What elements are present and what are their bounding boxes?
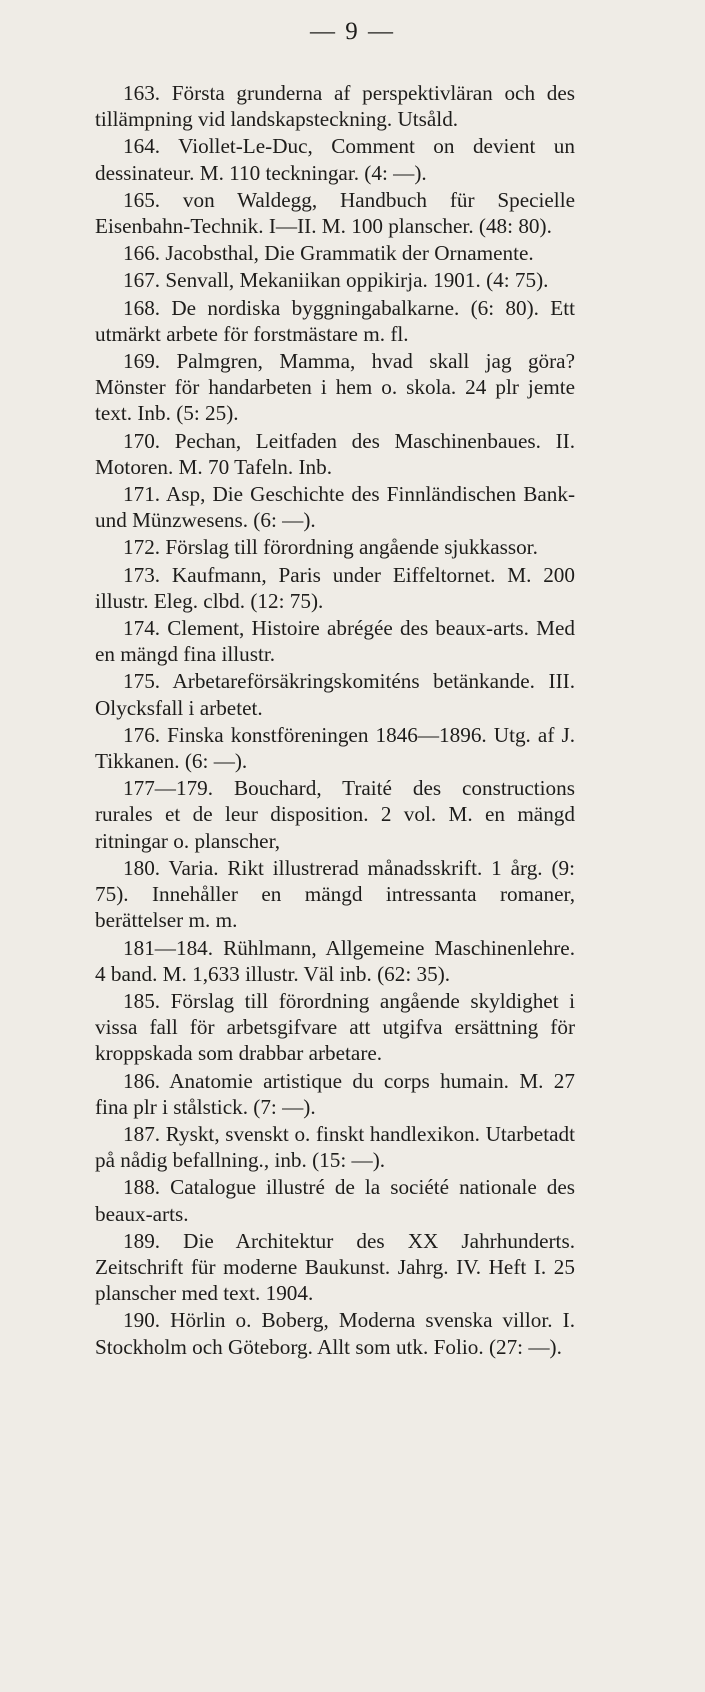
entry-175: 175. Arbetareförsäkringskomiténs betänkande. III. Olycksfall i arbetet. [95, 669, 575, 720]
entry-172: 172. Förslag till förordning angående sjukkassor. [123, 535, 538, 560]
entry-181-184: 181—184. Rühlmann, Allgemeine Maschinenlehre. 4 band. M. 1,633 illustr. Väl inb. (62: 35). [95, 935, 575, 986]
entry-165: 165. von Waldegg, Handbuch für Specielle Eisenbahn-Technik. I—II. M. 100 planscher. (48: 80). [95, 187, 575, 239]
entry-186: 186. Anatomie artistique du corps humain. M. 27 fina plr i stålstick. (7: —). [95, 1068, 575, 1119]
entry-168: 168. De nordiska byggningabalkarne. (6: 80). Ett utmärkt arbete för forstmästare m. fl. [95, 295, 575, 346]
entry-166: 166. Jacobsthal, Die Grammatik der Ornamente. [123, 241, 534, 266]
entry-176: 176. Finska konstföreningen 1846—1896. Utg. af J. Tikkanen. (6: —). [95, 722, 575, 774]
entry-189: 189. Die Architektur des XX Jahrhunderts. Zeitschrift für moderne Baukunst. Jahrg. IV. Heft I. 25 planscher med text. 1904. [95, 1228, 575, 1306]
entry-164: 164. Viollet-Le-Duc, Comment on devient un dessinateur. M. 110 teckningar. (4: —). [95, 134, 575, 185]
entry-177-179: 177—179. Bouchard, Traité des constructions rurales et de leur disposition. 2 vol. M. en mängd ritningar o. planscher, [95, 776, 575, 853]
entry-163: 163. Första grunderna af perspektivläran och des tillämpning vid landskapsteckning. Utsåld. [95, 81, 575, 132]
entry-188: 188. Catalogue illustré de la société nationale des beaux-arts. [95, 1175, 575, 1226]
entry-173: 173. Kaufmann, Paris under Eiffeltornet. M. 200 illustr. Eleg. clbd. (12: 75). [95, 562, 575, 613]
page-number: — 9 — [310, 18, 395, 45]
entry-180: 180. Varia. Rikt illustrerad månadsskrift. 1 årg. (9: 75). Innehåller en mängd intressanta romaner, berättelser m. m. [95, 855, 575, 933]
entry-174: 174. Clement, Histoire abrégée des beaux-arts. Med en mängd fina illustr. [95, 616, 575, 667]
entry-169: 169. Palmgren, Mamma, hvad skall jag göra? Mönster för handarbeten i hem o. skola. 24 plr jemte text. Inb. (5: 25). [95, 349, 575, 426]
entry-185: 185. Förslag till förordning angående skyldighet i vissa fall för arbetsgifvare att utgifva ersättning för kroppskada som drabbar arbetare. [95, 988, 575, 1066]
entry-187: 187. Ryskt, svenskt o. finskt handlexikon. Utarbetadt på nådig befallning., inb. (15: —). [95, 1121, 575, 1173]
entry-171: 171. Asp, Die Geschichte des Finnländischen Bank- und Münzwesens. (6: —). [95, 482, 575, 533]
entry-190: 190. Hörlin o. Boberg, Moderna svenska villor. I. Stockholm och Göteborg. Allt som utk. Folio. (27: —). [95, 1308, 575, 1359]
entry-list [95, 80, 575, 1361]
entry-167: 167. Senvall, Mekaniikan oppikirja. 1901. (4: 75). [123, 268, 549, 293]
entry-170: 170. Pechan, Leitfaden des Maschinenbaues. II. Motoren. M. 70 Tafeln. Inb. [95, 428, 575, 479]
